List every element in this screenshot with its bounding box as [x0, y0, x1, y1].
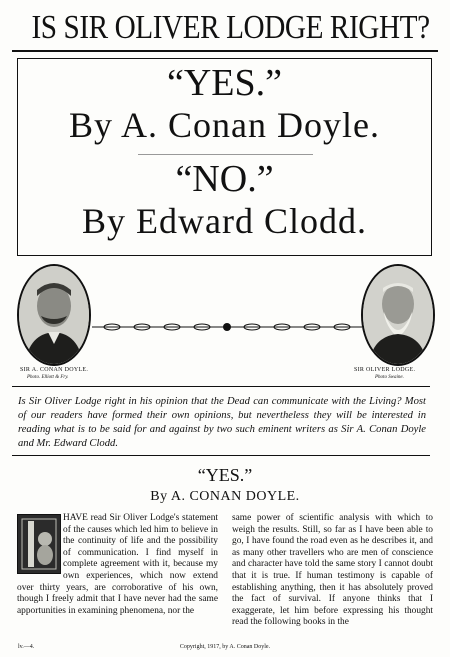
copyright-line: Copyright, 1917, by A. Conan Doyle.: [179, 644, 271, 650]
intro-box: [12, 386, 430, 456]
credit-oliver-lodge: Photo Swaine.: [375, 375, 404, 380]
article-heading: “YES.”: [197, 465, 253, 485]
portrait-oliver-lodge: [361, 264, 435, 366]
portrait-conan-doyle: [17, 264, 91, 366]
no-title: “NO.”: [175, 158, 274, 200]
article-byline: By A. CONAN DOYLE.: [150, 489, 300, 504]
no-byline: By Edward Clodd.: [82, 201, 367, 241]
page-headline: IS SIR OLIVER LODGE RIGHT?: [31, 9, 430, 46]
article-column-right: same power of scientific analysis with which to weigh the results. Still, so far as I have been able to go, I have found the road even as he describes it, and as many other travellers who are men of conscience and character have told the same story I cannot doubt that it is true. If human testimony is capable of establishing anything, then it has absolutely proved the fact of survival. If anyone thinks that I exaggerate, let him before expressing his thought read the following books in the: [232, 513, 433, 628]
ornamental-chain-divider: [92, 322, 362, 332]
article-text-left: HAVE read Sir Oliver Lodge's statement of the causes which led him to believe in the continuity of life and the possibility of communication. I find myself in complete agreement with it, because my own experiences, which now extend over thirty years, are corroborative of his own, though I freely admit that I have never had the same: [17, 513, 218, 605]
page-marker: lv.—4.: [18, 644, 35, 650]
credit-conan-doyle: Photo. Elliott & Fry.: [27, 375, 69, 380]
article-text-left-end: apportunities in examining phenomena, nor the: [17, 605, 195, 616]
title-divider: [138, 154, 313, 155]
yes-title: “YES.”: [166, 62, 283, 104]
title-box: [17, 58, 432, 256]
caption-conan-doyle: SIR A. CONAN DOYLE.: [20, 367, 89, 373]
caption-oliver-lodge: SIR OLIVER LODGE.: [354, 367, 416, 373]
article-column-left: [17, 513, 218, 617]
yes-byline: By A. Conan Doyle.: [69, 105, 380, 145]
portrait-conan-doyle-image: [19, 266, 89, 364]
portrait-oliver-lodge-image: [363, 266, 433, 364]
intro-text: Is Sir Oliver Lodge right in his opinion that the Dead can communicate with the Living? Most of our readers have formed their own opinions, but nevertheless they will be interested in reading what is to be said for and against by two such eminent writers as Sir A. Conan Doyle and Mr. Edward Clodd.: [18, 396, 426, 449]
top-rule: [12, 50, 438, 52]
